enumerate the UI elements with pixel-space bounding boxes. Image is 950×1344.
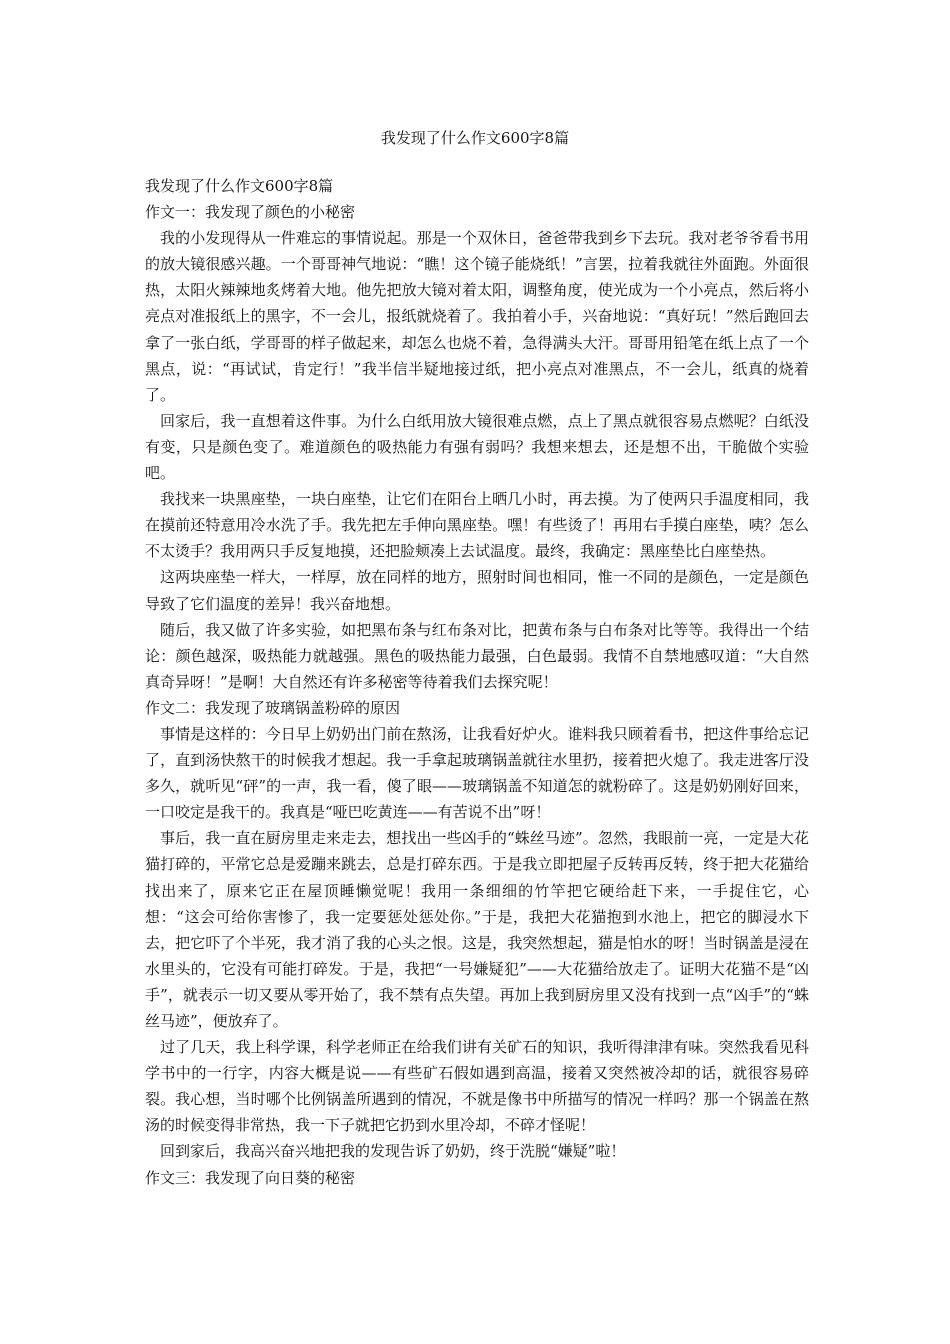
paragraph: 我的小发现得从一件难忘的事情说起。那是一个双休日，爸爸带我到乡下去玩。我对老爷爷看书用的放大镜很感兴趣。一个哥哥神气地说：“瞧！这个镜子能烧纸！”言罢，拉着我就往外面跑。外面很热，太阳火辣辣地炙烤着大地。他先把放大镜对着太阳，调整角度，使光成为一个小亮点，然后将小亮点对准报纸上的黑字，不一会儿，报纸就烧着了。我拍着小手，兴奋地说：“真好玩！”然后跑回去拿了一张白纸，学哥哥的样子做起来，却怎么也烧不着，急得满头大汗。哥哥用铅笔在纸上点了一个黑点，说：“再试试，肯定行！”我半信半疑地接过纸，把小亮点对准黑点，不一会儿，纸真的烧着了。 (145, 229, 809, 404)
paragraph: 回家后，我一直想着这件事。为什么白纸用放大镜很难点燃，点上了黑点就很容易点燃呢？白纸没有变，只是颜色变了。难道颜色的吸热能力有强有弱吗？我想来想去，还是想不出，干脆做个实验吧。 (145, 411, 809, 483)
paragraph: 我找来一块黑座垫，一块白座垫，让它们在阳台上晒几小时，再去摸。为了使两只手温度相同，我在摸前还特意用冷水洗了手。我先把左手伸向黑座垫。嘿！有些烫了！再用右手摸白座垫，咦？怎么不太烫手？我用两只手反复地摸，还把脸颊凑上去试温度。最终，我确定：黑座垫比白座垫热。 (145, 490, 809, 561)
paragraph: 事后，我一直在厨房里走来走去，想找出一些凶手的“蛛丝马迹”。忽然，我眼前一亮，一定是大花猫打碎的，平常它总是爱蹦来跳去，总是打碎东西。于是我立即把屋子反转再反转，终于把大花猫给找出来了，原来它正在屋顶睡懒觉呢！我用一条细细的竹竿把它硬给赶下来，一手捉住它，心想：“这会可给你害惨了，我一定要惩处惩处你。”于是，我把大花猫抱到水池上，把它的脚浸水下去，把它吓了个半死，我才消了我的心头之恨。这是，我突然想起，猫是怕水的呀！当时锅盖是浸在水里头的，它没有可能打碎发。于是，我把“一号嫌疑犯”——大花猫给放走了。证明大花猫不是“凶手”，就表示一切又要从零开始了，我不禁有点失望。再加上我到厨房里又没有找到一点“凶手”的“蛛丝马迹”，便放弃了。 (145, 829, 809, 1030)
document-subtitle: 我发现了什么作文600字8篇 (145, 177, 334, 195)
paragraph: 事情是这样的：今日早上奶奶出门前在熬汤，让我看好炉火。谁料我只顾着看书，把这件事给忘记了，直到汤快熬干的时候我才想起。我一手拿起玻璃锅盖就往水里扔，接着把火熄了。我走进客厅没多久，就听见“砰”的一声，我一看，傻了眼——玻璃锅盖不知道怎的就粉碎了。这是奶奶刚好回来，一口咬定是我干的。我真是“哑巴吃黄连——有苦说不出”呀！ (145, 724, 809, 822)
paragraph: 回到家后，我高兴奋兴地把我的发现告诉了奶奶，终于洗脱“嫌疑”啦！ (160, 1142, 626, 1161)
paragraph: 过了几天，我上科学课，科学老师正在给我们讲有关矿石的知识，我听得津津有味。突然我看见科学书中的一行字，内容大概是说——有些矿石假如遇到高温，接着又突然被冷却的话，就很容易碎裂。我心想，当时哪个比例锅盖所遇到的情况，不就是像书中所描写的情况一样吗？那一个锅盖在熬汤的时候变得非常热，我一下子就把它扔到水里冷却，不碎才怪呢！ (145, 1038, 809, 1135)
document-body (145, 173, 809, 1191)
section-heading: 作文一：我发现了颜色的小秘密 (145, 203, 356, 222)
paragraph: 随后，我又做了许多实验，如把黑布条与红布条对比，把黄布条与白布条对比等等。我得出一个结论：颜色越深，吸热能力就越强。黑色的吸热能力最强，白色最弱。我情不自禁地感叹道：“大自然真奇异呀！”是啊！大自然还有许多秘密等待着我们去探究呢！ (145, 620, 809, 691)
section-heading: 作文二：我发现了玻璃锅盖粉碎的原因 (145, 698, 401, 717)
section-heading: 作文三：我发现了向日葵的秘密 (145, 1168, 356, 1187)
paragraph: 这两块座垫一样大，一样厚，放在同样的地方，照射时间也相同，惟一不同的是颜色，一定是颜色导致了它们温度的差异！我兴奋地想。 (145, 568, 809, 613)
page-title: 我发现了什么作文600字8篇 (380, 129, 570, 147)
